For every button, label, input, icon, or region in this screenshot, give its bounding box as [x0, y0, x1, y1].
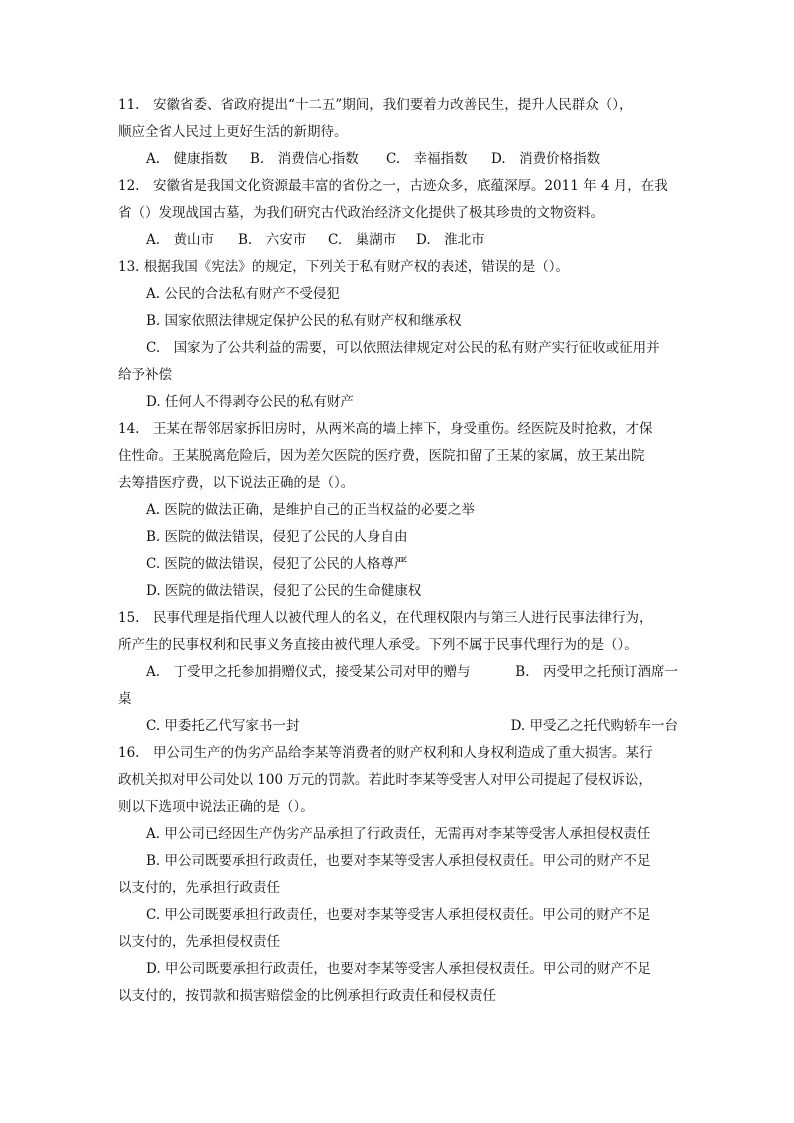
- option-b: B. 消费信心指数: [250, 151, 359, 167]
- option-row: [118, 713, 678, 740]
- question-text: 则以下选项中说法正确的是（）。: [118, 799, 314, 815]
- option-b-continued: 桌: [118, 691, 132, 707]
- question-15: [118, 605, 678, 740]
- option-b: B. 医院的做法错误，侵犯了公民的人身自由: [146, 529, 408, 545]
- option-c: C. 医院的做法错误，侵犯了公民的人格尊严: [146, 556, 408, 572]
- option-b: B. 六安市: [238, 232, 307, 248]
- question-text: 14. 王某在帮邻居家拆旧房时，从两米高的墙上摔下，身受重伤。经医院及时抢救，才保: [118, 421, 653, 437]
- option-d: D. 甲公司既要承担行政责任，也要对李某等受害人承担侵权责任。甲公司的财产不足: [146, 961, 651, 977]
- question-text: 省（）发现战国古墓，为我们研究古代政治经济文化提供了极其珍贵的文物资料。: [118, 205, 604, 221]
- option-c-continued: 给予补偿: [118, 367, 172, 383]
- option-d: D. 任何人不得剥夺公民的私有财产: [146, 394, 354, 410]
- question-14: [118, 416, 678, 605]
- option-a: A. 黄山市: [146, 232, 215, 248]
- option-c: C. 甲公司既要承担行政责任，也要对李某等受害人承担侵权责任。甲公司的财产不足: [146, 907, 651, 923]
- question-text: 16. 甲公司生产的伪劣产品给李某等消费者的财产权利和人身权利造成了重大损害。某行: [118, 745, 653, 761]
- option-c: C. 国家为了公共利益的需要，可以依照法律规定对公民的私有财产实行征收或征用并: [146, 340, 660, 356]
- question-text: 15. 民事代理是指代理人以被代理人的名义，在代理权限内与第三人进行民事法律行为，: [118, 610, 653, 626]
- question-13: [118, 254, 678, 416]
- option-d: D. 淮北市: [416, 232, 485, 248]
- option-a: A. 医院的做法正确，是维护自己的正当权益的必要之举: [146, 502, 475, 518]
- question-list: [118, 92, 678, 1010]
- question-text: 所产生的民事权利和民事义务直接由被代理人承受。下列不属于民事代理行为的是（）。: [118, 637, 638, 653]
- option-row: [118, 659, 678, 686]
- option-d: D. 消费价格指数: [491, 151, 601, 167]
- question-12: [118, 173, 678, 254]
- question-11: [118, 92, 678, 173]
- question-text: 顺应全省人民过上更好生活的新期待。: [118, 124, 348, 140]
- option-c: C. 甲委托乙代写家书一封: [146, 718, 300, 734]
- option-d: D. 医院的做法错误，侵犯了公民的生命健康权: [146, 583, 422, 599]
- option-row: [118, 146, 678, 173]
- option-b: B. 国家依照法律规定保护公民的私有财产权和继承权: [146, 313, 462, 329]
- option-c-continued: 以支付的，先承担侵权责任: [118, 934, 280, 950]
- option-b-continued: 以支付的，先承担行政责任: [118, 880, 280, 896]
- question-16: [118, 740, 678, 1010]
- option-c: C. 巢湖市: [328, 232, 397, 248]
- option-a: A. 健康指数: [146, 151, 228, 167]
- option-b: B. 丙受甲之托预订酒席一: [515, 664, 678, 680]
- option-row: [118, 227, 678, 254]
- question-text: 12. 安徽省是我国文化资源最丰富的省份之一，古迹众多，底蕴深厚。2011 年 4 月，在我: [118, 178, 668, 194]
- option-a: A. 丁受甲之托参加捐赠仪式，接受某公司对甲的赠与: [146, 664, 471, 680]
- question-text: 13. 根据我国《宪法》的规定，下列关于私有财产权的表述，错误的是（）。: [118, 259, 570, 275]
- question-text: 政机关拟对甲公司处以 100 万元的罚款。若此时李某等受害人对甲公司提起了侵权诉讼，: [118, 772, 652, 788]
- option-d-continued: 以支付的，按罚款和损害赔偿金的比例承担行政责任和侵权责任: [118, 988, 496, 1004]
- option-c: C. 幸福指数: [386, 151, 468, 167]
- question-text: 11. 安徽省委、省政府提出“十二五”期间，我们要着力改善民生，提升人民群众（），: [118, 97, 633, 113]
- option-d: D. 甲受乙之托代购轿车一台: [510, 718, 678, 734]
- question-text: 去筹措医疗费，以下说法正确的是（）。: [118, 475, 355, 491]
- option-a: A. 甲公司已经因生产伪劣产品承担了行政责任，无需再对李某等受害人承担侵权责任: [146, 826, 651, 842]
- option-a: A. 公民的合法私有财产不受侵犯: [146, 286, 340, 302]
- question-text: 住性命。王某脱离危险后，因为差欠医院的医疗费，医院扣留了王某的家属，放王某出院: [118, 448, 645, 464]
- option-b: B. 甲公司既要承担行政责任，也要对李某等受害人承担侵权责任。甲公司的财产不足: [146, 853, 651, 869]
